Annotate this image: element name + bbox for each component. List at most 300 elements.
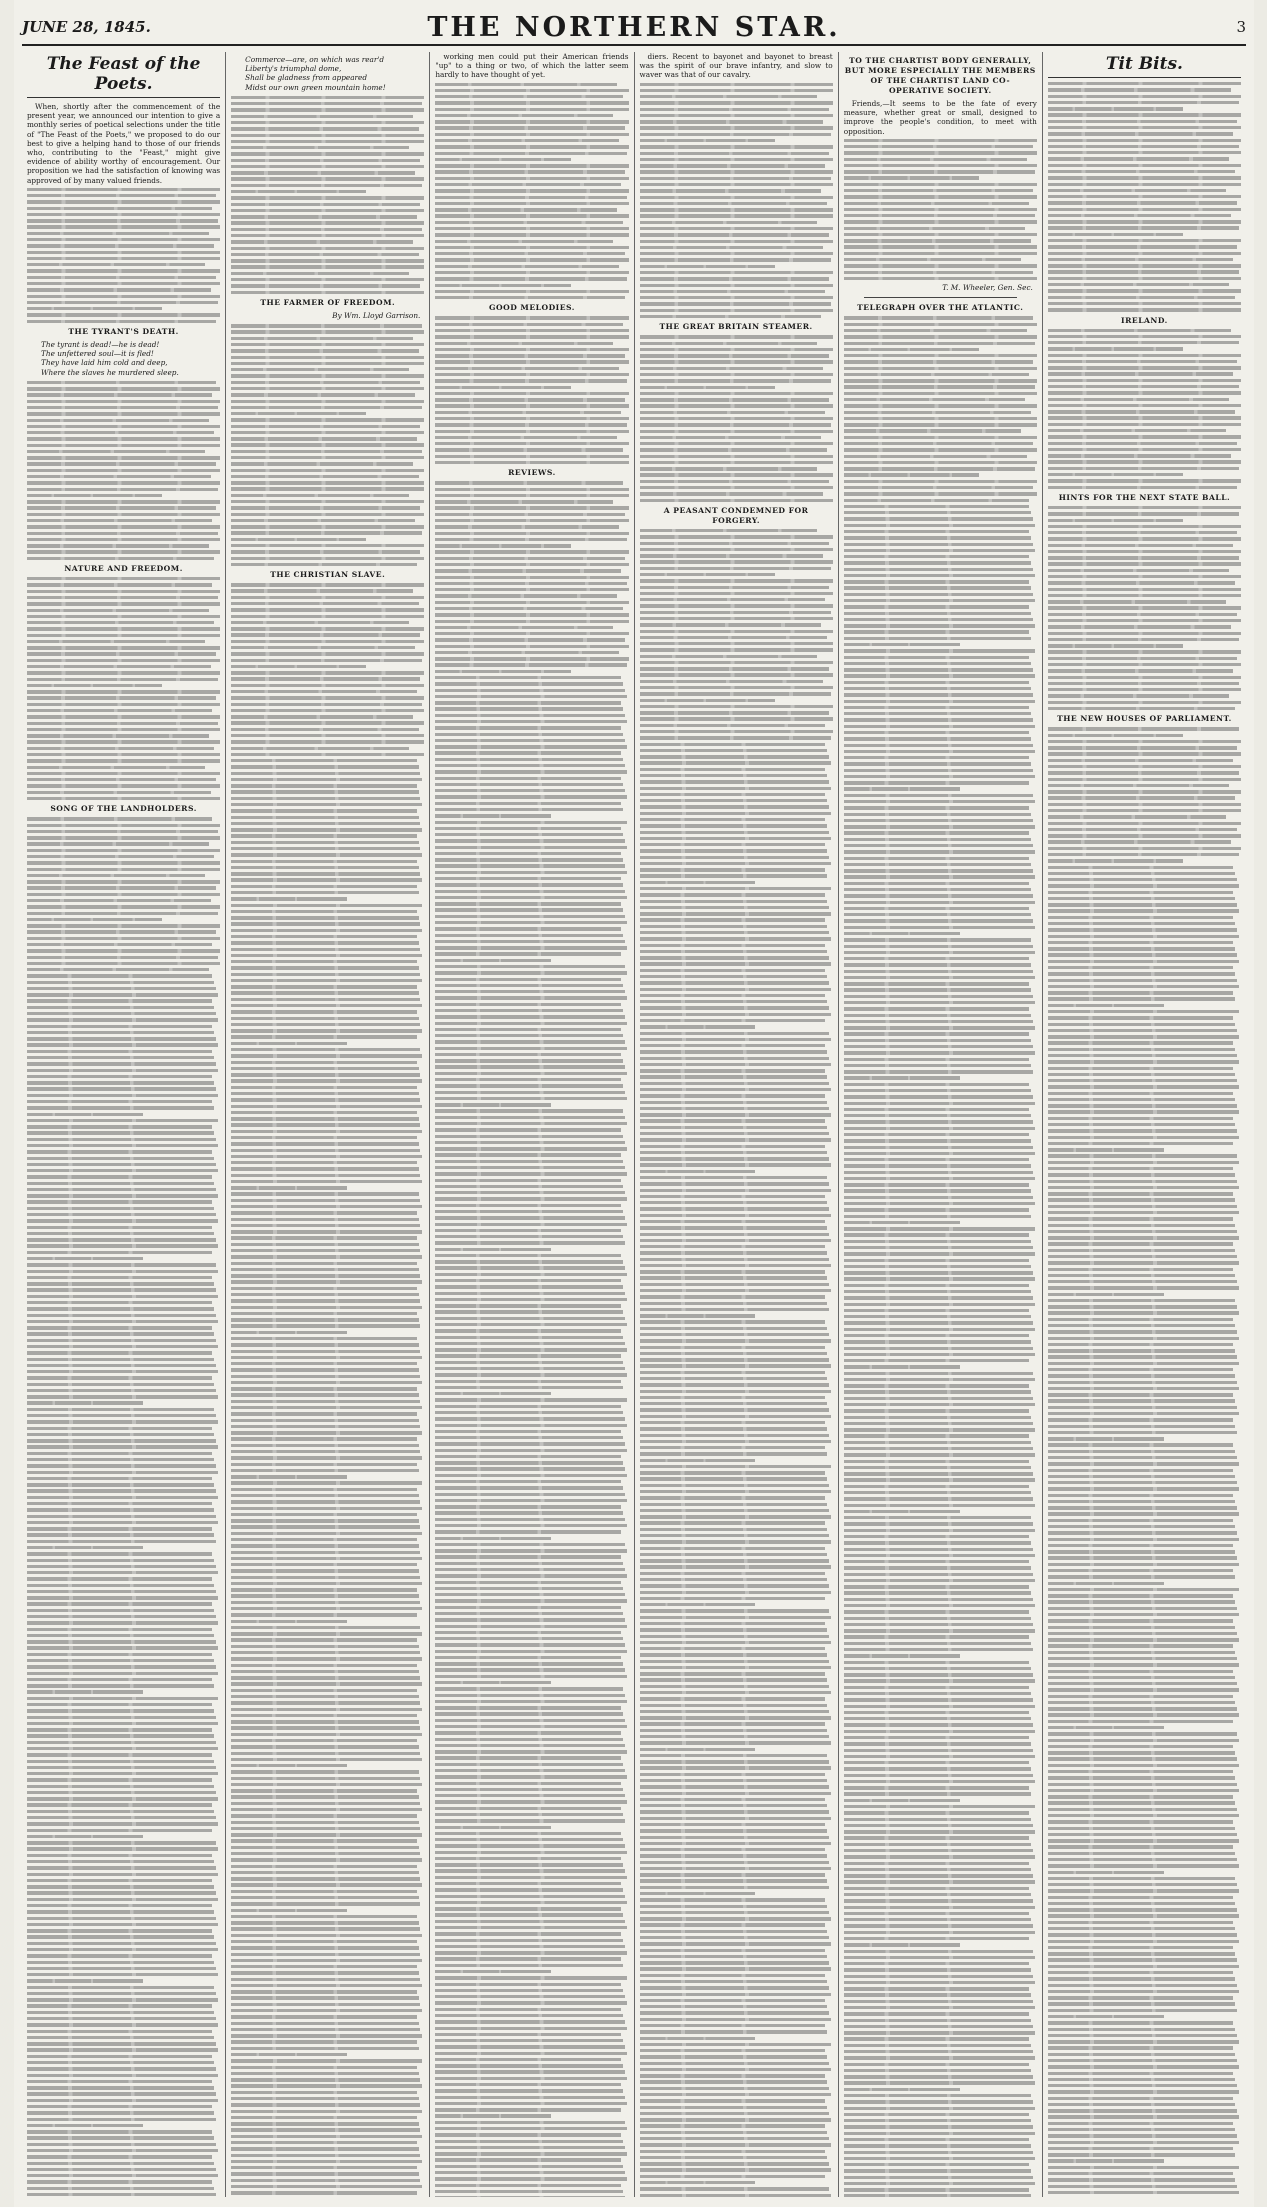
text-line-bar [27, 1188, 216, 1191]
text-line-bar [435, 2146, 624, 2149]
text-line-bar [231, 759, 416, 762]
text-line-bar [231, 765, 418, 768]
text-line-bar [231, 1714, 416, 1717]
text-line-bar [844, 1039, 1031, 1042]
text-line-bar [1048, 1443, 1233, 1446]
text-line-bar [1048, 1230, 1237, 1233]
text-line-bar [27, 1615, 216, 1618]
text-line-bar [1048, 847, 1241, 850]
text-line-bar [27, 2149, 218, 2152]
text-line-bar [844, 1510, 960, 1513]
text-line-bar [640, 988, 831, 991]
text-line-bar [844, 323, 1037, 326]
text-line-bar [435, 1976, 626, 1979]
text-line-bar [231, 1645, 418, 1648]
column-3-body-2 [435, 316, 628, 464]
text-line-bar [640, 717, 833, 720]
text-line-bar [27, 1414, 216, 1417]
text-line-bar [1048, 164, 1241, 167]
text-line-bar [27, 276, 216, 279]
text-line-bar [844, 894, 1033, 897]
text-line-bar [640, 1189, 831, 1192]
text-line-bar [435, 108, 628, 111]
text-line-bar [1048, 1569, 1233, 1572]
text-line-bar [27, 2048, 218, 2051]
text-line-bar [1048, 176, 1241, 179]
text-line-bar [640, 724, 825, 727]
text-line-bar [1048, 2122, 1233, 2125]
column-3-body-3 [435, 481, 628, 2197]
text-line-bar [844, 1158, 1029, 1161]
text-line-bar [1048, 1104, 1237, 1107]
text-line-bar [844, 781, 1029, 784]
text-line-bar [435, 701, 620, 704]
text-line-bar [844, 1774, 1033, 1777]
text-line-bar [1048, 1010, 1239, 1013]
text-line-bar [27, 450, 205, 453]
text-line-bar [231, 1789, 416, 1792]
text-line-bar [844, 1227, 1035, 1230]
text-line-bar [435, 607, 622, 610]
text-line-bar [640, 1867, 831, 1870]
text-line-bar [435, 1380, 620, 1383]
text-line-bar [640, 787, 831, 790]
text-line-bar [231, 393, 415, 396]
text-line-bar [231, 362, 424, 365]
text-line-bar [27, 905, 220, 908]
text-line-bar [27, 1125, 212, 1128]
text-line-bar [640, 1132, 829, 1135]
text-line-bar [435, 821, 626, 824]
text-line-bar [231, 1205, 422, 1208]
text-line-bar [844, 1428, 1035, 1431]
text-line-bar [844, 1108, 1029, 1111]
text-line-bar [640, 1547, 825, 1550]
text-line-bar [27, 1797, 218, 1800]
text-line-bar [27, 1200, 212, 1203]
text-line-bar [844, 1811, 1029, 1814]
text-line-bar [1048, 2159, 1164, 2162]
text-line-bar [435, 1832, 620, 1835]
text-line-bar [435, 827, 620, 830]
text-line-bar [435, 569, 620, 572]
text-line-bar [1048, 1211, 1239, 1214]
text-line-bar [27, 406, 218, 409]
text-line-bar [844, 480, 1037, 483]
text-line-bar [435, 946, 626, 949]
text-line-bar [1048, 2153, 1235, 2156]
text-line-bar [1048, 1255, 1237, 1258]
text-line-bar [231, 1437, 416, 1440]
text-line-bar [27, 2111, 214, 2114]
text-line-bar [27, 609, 209, 612]
text-line-bar [1048, 360, 1237, 363]
text-line-bar [231, 1161, 416, 1164]
text-line-bar [1048, 1965, 1239, 1968]
text-line-bar [231, 1720, 418, 1723]
text-line-bar [640, 567, 831, 570]
text-line-bar [844, 618, 1033, 621]
text-line-bar [27, 257, 220, 260]
text-line-bar [640, 1145, 825, 1148]
text-line-bar [844, 838, 1031, 841]
text-line-bar [435, 1467, 624, 1470]
text-line-bar [1048, 1431, 1237, 1434]
text-line-bar [640, 1465, 831, 1468]
text-line-bar [844, 1692, 1031, 1695]
text-line-bar [27, 1948, 218, 1951]
text-line-bar [435, 177, 628, 180]
text-line-bar [435, 1047, 626, 1050]
text-line-bar [27, 393, 212, 396]
text-line-bar [435, 335, 628, 338]
text-line-bar [231, 1563, 416, 1566]
text-line-bar [1048, 1393, 1233, 1396]
text-line-bar [231, 822, 420, 825]
text-line-bar [640, 642, 833, 645]
text-line-bar [27, 1810, 214, 1813]
text-line-bar [435, 971, 626, 974]
text-line-bar [844, 499, 1029, 502]
text-line-bar [1048, 2078, 1235, 2081]
text-line-bar [1048, 1092, 1233, 1095]
text-line-bar [27, 1665, 216, 1668]
text-line-bar [1048, 1268, 1233, 1271]
text-line-bar [231, 2047, 418, 2050]
text-line-bar [844, 687, 1031, 690]
text-line-bar [435, 965, 624, 968]
text-line-bar [1048, 2185, 1237, 2188]
text-line-bar [640, 705, 833, 708]
text-line-bar [231, 1852, 420, 1855]
text-line-bar [27, 1697, 218, 1700]
text-line-bar [844, 2088, 960, 2091]
text-line-bar [231, 2135, 422, 2138]
text-line-bar [435, 367, 619, 370]
text-line-bar [27, 1314, 216, 1317]
text-line-bar [435, 1310, 622, 1313]
text-line-bar [231, 1689, 416, 1692]
text-line-bar [231, 1444, 418, 1447]
text-line-bar [640, 139, 775, 142]
text-line-bar [640, 780, 829, 783]
text-line-bar [1048, 1984, 1237, 1987]
text-line-bar [1048, 1996, 1233, 1999]
text-line-bar [844, 1573, 1033, 1576]
text-line-bar [231, 1651, 420, 1654]
text-line-bar [844, 1277, 1035, 1280]
text-line-bar [844, 574, 1035, 577]
text-line-bar [231, 1525, 420, 1528]
text-line-bar [1048, 2021, 1233, 2024]
text-line-bar [231, 973, 420, 976]
text-line-bar [844, 1686, 1029, 1689]
text-line-bar [435, 1549, 626, 1552]
text-line-bar [844, 1416, 1031, 1419]
text-line-bar [844, 1095, 1033, 1098]
text-line-bar [844, 461, 1037, 464]
text-line-bar [27, 1383, 214, 1386]
text-line-bar [435, 588, 628, 591]
text-line-bar [231, 1243, 418, 1246]
text-line-bar [1048, 531, 1237, 534]
text-line-bar [231, 627, 424, 630]
text-line-bar [231, 715, 413, 718]
text-line-bar [435, 1436, 622, 1439]
text-line-bar [1048, 1544, 1233, 1547]
text-line-bar [844, 1215, 1031, 1218]
text-line-bar [435, 864, 624, 867]
text-line-bar [844, 1089, 1031, 1092]
text-line-bar [231, 2110, 422, 2113]
text-line-bar [640, 1069, 825, 1072]
text-line-bar [231, 929, 422, 932]
text-line-bar [844, 1648, 1033, 1651]
text-line-bar [1048, 1582, 1164, 1585]
text-line-bar [231, 127, 418, 130]
text-line-bar [27, 766, 205, 769]
text-line-bar [231, 1808, 422, 1811]
text-line-bar [27, 1816, 216, 1819]
text-line-bar [640, 554, 824, 557]
text-line-bar [640, 1333, 829, 1336]
text-line-bar [640, 994, 825, 997]
text-line-bar [231, 121, 424, 124]
text-line-bar [435, 632, 628, 635]
text-line-bar [27, 1847, 218, 1850]
text-line-bar [435, 1599, 626, 1602]
text-line-bar [1048, 1311, 1239, 1314]
text-line-bar [1048, 1324, 1235, 1327]
text-line-bar [1048, 1795, 1233, 1798]
text-line-bar [844, 1931, 1035, 1934]
text-line-bar [231, 922, 420, 925]
text-line-bar [844, 1460, 1029, 1463]
text-line-bar [435, 277, 626, 280]
text-line-bar [435, 808, 622, 811]
text-line-bar [231, 1324, 420, 1327]
text-line-bar [640, 774, 827, 777]
text-line-bar [231, 247, 424, 250]
text-line-bar [435, 2001, 626, 2004]
text-line-bar [640, 1063, 831, 1066]
text-line-bar [844, 586, 1031, 589]
text-line-bar [640, 1032, 829, 1035]
text-line-bar [435, 745, 626, 748]
text-line-bar [844, 775, 1035, 778]
text-line-bar [844, 202, 1029, 205]
text-line-bar [435, 506, 628, 509]
text-line-bar [231, 1821, 418, 1824]
text-line-bar [435, 902, 620, 905]
text-line-bar [231, 1726, 420, 1729]
text-line-bar [640, 1641, 831, 1644]
text-line-bar [844, 1604, 1035, 1607]
text-line-bar [435, 1694, 624, 1697]
text-line-bar [640, 95, 818, 98]
text-line-bar [27, 652, 216, 655]
text-line-bar [27, 207, 212, 210]
text-line-bar [640, 1741, 831, 1744]
text-line-bar [231, 941, 418, 944]
text-line-bar [640, 711, 829, 714]
text-line-bar [844, 139, 1037, 142]
text-line-bar [640, 743, 825, 746]
text-line-bar [231, 1236, 416, 1239]
good-melodies-title: GOOD MELODIES. [488, 303, 575, 313]
text-line-bar [844, 712, 1031, 715]
text-line-bar [435, 714, 624, 717]
text-line-bar [1048, 1337, 1239, 1340]
text-line-bar [1048, 790, 1241, 793]
text-line-bar [1048, 302, 1241, 305]
text-line-bar [27, 2030, 212, 2033]
text-line-bar [844, 1836, 1029, 1839]
text-line-bar [844, 762, 1031, 765]
text-line-bar [27, 2042, 216, 2045]
text-line-bar [844, 1705, 1035, 1708]
text-line-bar [231, 538, 366, 541]
battle-text: diers. Recent to bayonet and bayonet to breast was the spirit of our brave infantry, and slow to waver was that of our cavalry. [639, 52, 833, 80]
text-line-bar [1048, 1368, 1233, 1371]
text-line-bar [435, 202, 628, 205]
text-line-bar [27, 2187, 214, 2190]
text-line-bar [844, 2063, 1029, 2066]
text-line-bar [231, 696, 424, 699]
text-line-bar [1048, 1349, 1235, 1352]
text-line-bar [1048, 1613, 1239, 1616]
text-line-bar [640, 542, 829, 545]
text-line-bar [1048, 1425, 1235, 1428]
text-line-bar [435, 360, 628, 363]
text-line-bar [640, 630, 833, 633]
text-line-bar [231, 1306, 422, 1309]
text-line-bar [844, 919, 1033, 922]
text-line-bar [1048, 1921, 1233, 1924]
text-line-bar [844, 1076, 960, 1079]
text-line-bar [435, 2114, 551, 2117]
text-line-bar [435, 2152, 626, 2155]
text-line-bar [231, 1846, 418, 1849]
text-line-bar [27, 886, 216, 889]
text-line-bar [640, 290, 825, 293]
text-line-bar [435, 638, 624, 641]
text-line-bar [640, 2074, 825, 2077]
text-line-bar [27, 830, 218, 833]
text-line-bar [27, 1276, 212, 1279]
text-line-bar [435, 996, 626, 999]
text-line-bar [27, 2004, 212, 2007]
text-line-bar [231, 102, 422, 105]
text-line-bar [640, 1779, 827, 1782]
text-line-bar [435, 2177, 626, 2180]
text-line-bar [1048, 157, 1230, 160]
text-line-bar [1048, 454, 1232, 457]
text-line-bar [1048, 2115, 1239, 2118]
text-line-bar [1048, 1757, 1237, 1760]
text-line-bar [1048, 1864, 1239, 1867]
text-line-bar [640, 686, 833, 689]
text-line-bar [640, 373, 833, 376]
text-line-bar [27, 1106, 214, 1109]
text-line-bar [844, 1792, 1031, 1795]
text-line-bar [435, 1838, 622, 1841]
text-line-bar [640, 1861, 829, 1864]
text-line-bar [1048, 600, 1226, 603]
text-line-bar [844, 882, 1029, 885]
text-line-bar [231, 728, 418, 731]
text-line-bar [27, 1169, 218, 1172]
text-line-bar [231, 487, 424, 490]
text-line-bar [27, 1062, 216, 1065]
text-line-bar [435, 1901, 626, 1904]
text-line-bar [844, 436, 1037, 439]
text-line-bar [231, 1054, 422, 1057]
text-line-bar [435, 1160, 622, 1163]
text-line-bar [1048, 1136, 1239, 1139]
text-line-bar [1048, 1085, 1239, 1088]
column-1-body-4 [27, 817, 220, 2196]
text-line-bar [640, 2011, 829, 2014]
text-line-bar [640, 1710, 829, 1713]
text-line-bar [844, 2169, 1031, 2172]
feast-of-poets-heading: The Feast of the Poets. [27, 54, 220, 98]
text-line-bar [1048, 329, 1232, 332]
text-line-bar [1048, 1023, 1235, 1026]
text-line-bar [640, 1955, 827, 1958]
text-line-bar [231, 1186, 347, 1189]
text-line-bar [1048, 803, 1241, 806]
text-line-bar [1048, 2090, 1239, 2093]
text-line-bar [1048, 1500, 1235, 1503]
text-line-bar [640, 1006, 829, 1009]
text-line-bar [435, 114, 613, 117]
text-line-bar [844, 1334, 1029, 1337]
text-line-bar [640, 1735, 829, 1738]
text-line-bar [27, 968, 209, 971]
text-line-bar [1048, 1739, 1239, 1742]
text-line-bar [435, 1888, 622, 1891]
text-line-bar [844, 1058, 1029, 1061]
text-line-bar [640, 1446, 825, 1449]
text-line-bar [844, 505, 1029, 508]
text-line-bar [640, 2181, 756, 2184]
text-line-bar [231, 234, 424, 237]
text-line-bar [1048, 233, 1183, 236]
text-line-bar [435, 557, 624, 560]
text-line-bar [435, 1147, 626, 1150]
text-line-bar [231, 330, 424, 333]
text-line-bar [27, 1609, 214, 1612]
text-line-bar [231, 513, 424, 516]
text-line-bar [844, 239, 1031, 242]
text-line-bar [640, 492, 824, 495]
text-line-bar [27, 1163, 216, 1166]
text-line-bar [1048, 891, 1233, 894]
text-line-bar [844, 1083, 1029, 1086]
text-line-bar [1048, 2002, 1235, 2005]
text-line-bar [231, 1079, 422, 1082]
text-line-bar [1048, 657, 1237, 660]
text-line-bar [1048, 822, 1241, 825]
text-line-bar [1048, 991, 1233, 994]
text-line-bar [27, 1182, 214, 1185]
text-line-bar [640, 1251, 827, 1254]
text-line-bar [27, 2124, 143, 2127]
text-line-bar [27, 194, 216, 197]
text-line-bar [844, 1579, 1035, 1582]
text-line-bar [844, 624, 1035, 627]
